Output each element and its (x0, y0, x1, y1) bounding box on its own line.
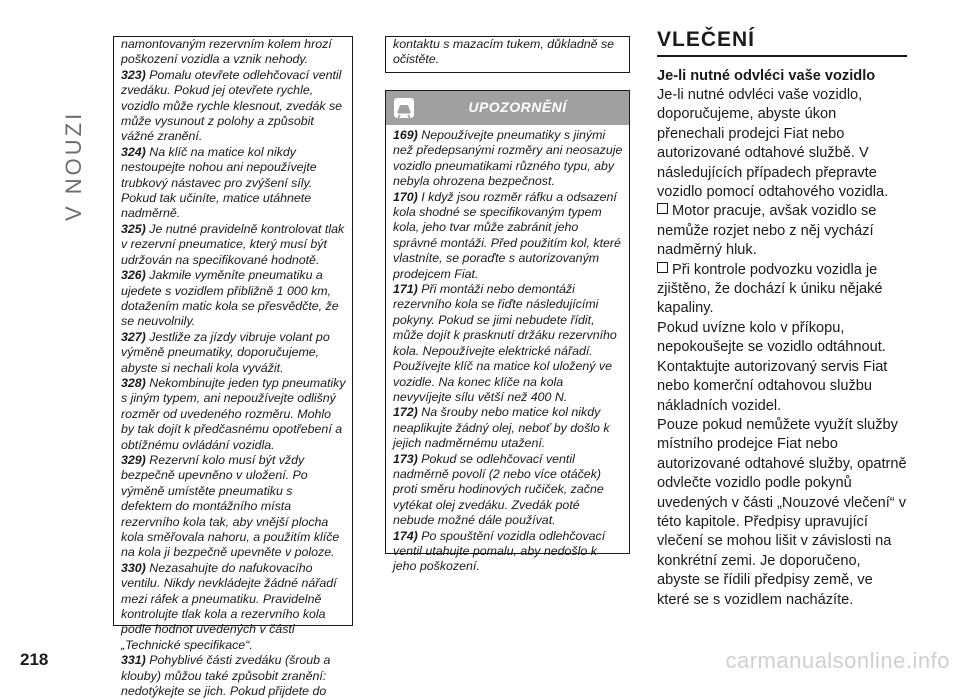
note-item (121, 453, 346, 561)
section-subtitle: Je-li nutné odvléci vaše vozidlo (657, 68, 876, 84)
notes-continuation-text: kontaktu s mazacím tukem, důkladně se očistěte. (393, 37, 615, 67)
note-text: Na klíč na matice kol nikdy nestoupejte nohou ani nepoužívejte trubkový nástavec pro zvýšení síly. Pokud tak učiníte, matice utáhnete nadměrně. (121, 144, 317, 221)
note-text: Nekombinujte jeden typ pneumatiky s jiným typem, ani nepoužívejte odlišný rozměr od uvedeného rozměru. Mohlo by tak dojít k předčasnému opotřebení a obtížnému ovládání vozidla. (121, 375, 346, 452)
note-item (393, 282, 623, 405)
note-text: Po spouštění vozidla odlehčovací ventil utahujte pomalu, aby nedošlo k jeho poškození. (393, 528, 606, 574)
note-number: 327) (121, 329, 146, 344)
section-title: VLEČENÍ (657, 28, 907, 57)
note-text: Na šrouby nebo matice kol nikdy neaplikujte žádný olej, neboť by došlo k jejich nadměrnému utažení. (393, 405, 610, 451)
note-number: 328) (121, 375, 146, 390)
towing-section (657, 28, 907, 610)
note-item (393, 529, 623, 575)
note-text: Pohyblivé části zvedáku (šroub a klouby) můžou také způsobit zranění: nedotýkejte se jich. Pokud přijdete do (121, 653, 331, 699)
note-text: Pomalu otevřete odlehčovací ventil zvedáku. Pokud jej otevřete rychle, vozidlo může rychle klesnout, zvedák se může vysunout z polohy a způsobit vážné zranění. (121, 67, 343, 144)
note-item (121, 37, 346, 68)
note-text: Je nutné pravidelně kontrolovat tlak v rezervní pneumatice, který musí být udržován na specifikované hodnotě. (121, 221, 345, 267)
notes-continuation (385, 36, 630, 73)
bullet-text: Motor pracuje, avšak vozidlo se nemůže rozjet nebo z něj vychází nadměrný hluk. (657, 203, 877, 259)
note-number: 325) (121, 221, 146, 236)
paragraph: Pokud uvízne kolo v příkopu, nepokoušejte se vozidlo odtáhnout. Kontaktujte autorizovaný servis Fiat nebo komerční odtahovou službu nákladních vozidel. (657, 319, 888, 414)
note-text: Rezervní kolo musí být vždy bezpečně upevněno v uložení. Po výměně umístěte pneumatiku s defektem do montážního místa rezervního kola tak, aby vnější plocha kola směřovala nahoru, a použitím klíče na kola ji bezpečně upevněte v poloze. (121, 452, 340, 560)
note-number: 172) (393, 405, 418, 420)
warning-box (385, 90, 630, 574)
note-item (121, 330, 346, 376)
chapter-side-title-text: V NOUZI (61, 110, 86, 221)
note-number: 329) (121, 452, 146, 467)
note-text: Jakmile vyměníte pneumatiku a ujedete s vozidlem přibližně 1 000 km, dotažením matic kola se přesvědčte, že se neuvolnily. (121, 268, 339, 329)
note-number: 324) (121, 144, 146, 159)
page-number: 218 (20, 650, 49, 669)
bullet-item (657, 261, 907, 319)
note-number: 323) (121, 67, 146, 82)
note-number: 171) (393, 282, 418, 297)
note-text: Při montáži nebo demontáži rezervního kola se řiďte následujícími pokyny. Pokud se jimi nebudete řídit, může dojít k prasknutí držáku rezervního kola. Nepoužívejte elektrické nářadí. Používejte klíč na matice kol uložený ve vozidle. Na konec klíče na kola nevyvíjejte sílu větší než 400 N. (393, 282, 617, 404)
note-text: I když jsou rozměr ráfku a odsazení kola shodné se specifikovaným typem kola, jeho tvar může zabránit jeho správné montáži. Před použitím kol, které vlastníte, se poraďte s autorizovaným prodejcem Fiat. (393, 189, 621, 281)
note-number: 170) (393, 189, 418, 204)
checkbox-square-icon (657, 262, 668, 273)
note-number: 326) (121, 268, 146, 283)
note-text: Jestliže za jízdy vibruje volant po výměně pneumatiky, doporučujeme, abyste si nechali kola vyvážit. (121, 329, 330, 375)
note-number: 174) (393, 528, 418, 543)
note-item (393, 405, 623, 451)
note-number: 173) (393, 451, 418, 466)
note-text: Nepoužívejte pneumatiky s jinými než předepsanými rozměry ani neosazuje vozidlo pneumatikami různého typu, aby nebyla ohrozena bezpečnost. (393, 128, 623, 189)
bullet-item (657, 202, 907, 260)
note-number: 169) (393, 128, 418, 142)
note-item (121, 145, 346, 222)
checkbox-square-icon (657, 203, 668, 214)
note-item (121, 561, 346, 653)
note-item (121, 268, 346, 330)
intro-paragraph: Je-li nutné odvléci vaše vozidlo, doporučujeme, abyste úkon přenechali prodejci Fiat nebo autorizované odtahové službě. V následujících případech přepravte vozidlo pomocí odtahového vozidla. (657, 87, 889, 201)
note-item (121, 376, 346, 453)
note-text: Pokud se odlehčovací ventil nadměrně povolí (2 nebo více otáček) proti směru hodinových ručiček, začne vytékat olej zvedáku. Zvedák poté nebude možné dále používat. (393, 451, 604, 528)
note-item (393, 128, 623, 190)
note-item (393, 452, 623, 529)
note-number: 331) (121, 653, 146, 668)
chapter-side-title (54, 28, 94, 228)
warning-body (386, 125, 629, 575)
note-text: Nezasahujte do nafukovacího ventilu. Nikdy nevkládejte žádné nářadí mezi ráfek a pneumatiku. Pravidelně kontrolujte tlak kola a rezervního kola podle hodnot uvedených v části „Technické specifikace“. (121, 560, 337, 652)
note-item (121, 653, 346, 699)
car-warning-icon (392, 96, 416, 120)
note-item (121, 68, 346, 145)
note-item (121, 222, 346, 268)
bullet-text: Při kontrole podvozku vozidla je zjištěno, že dochází k úniku nějaké kapaliny. (657, 261, 883, 317)
note-text: namontovaným rezervním kolem hrozí poškození vozidla a vznik nehody. (121, 37, 332, 67)
paragraph: Pouze pokud nemůžete využít služby místního prodejce Fiat nebo autorizované odtahové služby, opatrně odvlečte vozidlo podle pokynů uvedených v části „Nouzové vlečení“ v této kapitole. Předpisy upravující vlečení se mohou lišit v závislosti na konkrétní zemi. Je doporučeno, abyste se řídili předpisy země, ve které se s vozidlem nacházíte. (657, 416, 907, 608)
watermark: carmanualsonline.info (725, 648, 950, 673)
warning-title: UPOZORNĚNÍ (468, 99, 567, 116)
warning-header (386, 91, 629, 125)
note-number: 330) (121, 560, 146, 575)
notes-column-left (113, 36, 353, 699)
note-item (393, 190, 623, 282)
